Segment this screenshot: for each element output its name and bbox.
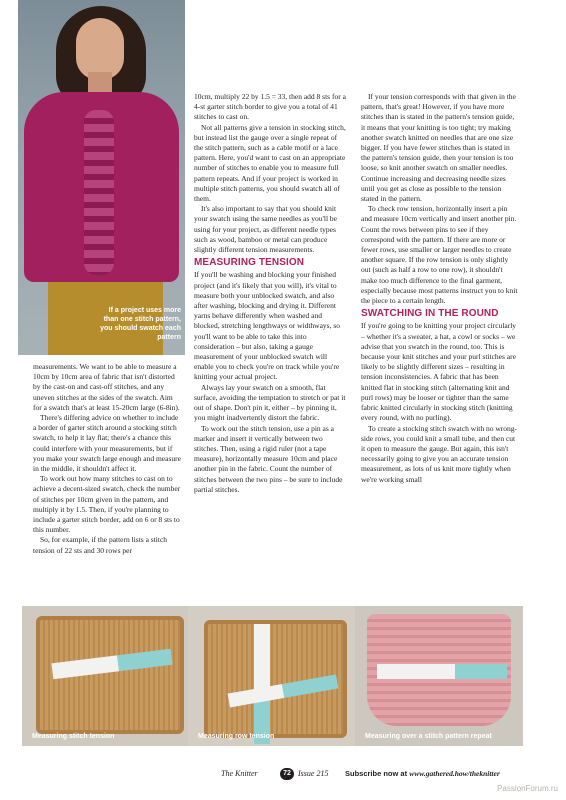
photo-pattern-repeat (355, 606, 523, 746)
hero-caption: If a project uses more than one stitch pattern, you should swatch each pattern (100, 307, 181, 341)
col2-para-4: If you'll be washing and blocking your finished project (and it's likely that you will), it's vital to measure both your unblocked swatch, and also after washing, blocking and drying it. Different yarns behave differently when washed and blocked, stretching lengthways or widthways, so you'll want to be able to take this into consideration – but also, taking a gauge measurement of your unblocked swatch will enable you to check you're on track while you're knitting your actual project. (194, 270, 341, 382)
vertical-ruler (254, 624, 270, 744)
page-number-badge: 72 (280, 768, 294, 780)
model-face (76, 18, 124, 80)
col1-para-1: measurements. We want to be able to measure a 10cm by 10cm area of fabric that isn't distorted by the cast-on and cast-off stitches, and any uneven stitches at the sides of the swatch. Aim for a swatch that's at least 15-20cm large (6-8in). (33, 362, 180, 412)
col2-para-2: Not all patterns give a tension in stocking stitch, but instead list the gauge over a single repeat of the stitch pattern, such as a cable motif or a lace pattern. Here, you'd want to cast on an appropriate number of stitches to enable you to measure full pattern repeats. And if your project is worked in multiple stitch patterns, you should swatch all of them. (194, 122, 346, 204)
hero-photo (18, 0, 185, 355)
section-heading-swatching-in-the-round: SWATCHING IN THE ROUND (361, 308, 499, 320)
col3-para-4: To create a stocking stitch swatch with no wrong-side rows, you could knit a small tube, and then cut it open to measure the gauge. But again, this isn't necessarily going to give you an accurate tension measurement, as lots of us knit more tightly when we're working small (361, 423, 518, 484)
watermark: PassionForum.ru (497, 784, 558, 793)
photo-caption: Measuring row tension (198, 733, 275, 740)
column-2 (194, 92, 346, 495)
col3-para-3: If you're going to be knitting your project circularly – whether it's a sweater, a hat, a cowl or socks – we advise that you swatch in the round, too. This is because your knit stitches and your purl stitches are likely to be slightly different sizes – resulting in tension inconsistencies. A fabric that has been knitted flat in stocking stitch (alternating knit and purl rows) may be looser or tighter than the same fabric knitted circularly in stocking stitch (knitting every round, with no purling). (361, 321, 517, 423)
col2-para-1: 10cm, multiply 22 by 1.5 = 33, then add 8 sts for a 4-st garter stitch border to give you a total of 41 stitches to cast on. (194, 92, 346, 122)
column-1 (33, 362, 183, 556)
issue-number: Issue 215 (298, 769, 329, 778)
subscribe-link[interactable]: www.gathered.how/theknitter (409, 769, 500, 778)
col2-para-6: To work out the stitch tension, use a pin as a marker and insert it vertically between two stitches. Then, using a rigid ruler (not a tape measure), horizontally measure 10cm and place another pin in the fabric. Count the number of stitches between the two pins – be sure to include partial stitches. (194, 423, 343, 494)
col3-para-2: To check row tension, horizontally insert a pin and measure 10cm vertically and insert another pin. Count the rows between pins to see if they correspond with the pattern. If there are more or fewer rows, use smaller or larger needles to create another square. If the row tension is only slightly out (such as half a row to one row), it shouldn't make too much difference to the final garment, especially because most patterns instruct you to knit the piece to a certain length. (361, 204, 518, 306)
photo-row-tension (188, 606, 356, 746)
photo-caption: Measuring over a stitch pattern repeat (365, 733, 492, 740)
page-footer (0, 767, 566, 781)
col1-para-2: There's differing advice on whether to include a border of garter stitch around a stocking stitch swatch, to help it lay flat; there's a chance this could interfere with your measurements, but if you make your swatch large enough and measure in the middle, it shouldn't affect it. (33, 413, 181, 474)
col2-para-3: It's also important to say that you should knit your swatch using the same needles as you'll be using for your project, as different needle types such as wood, bamboo or metal can produce slightly different tension measurements. (194, 204, 337, 255)
ruler (377, 664, 507, 679)
photo-stitch-tension (22, 606, 190, 746)
col3-para-1: If your tension corresponds with that given in the pattern, that's great! However, if you have more stitches than is stated in the pattern's tension guide, it means that your knitting is too tight; try making another swatch knitted on needles that are one size bigger. If you have fewer stitches than is stated in the pattern's tension guide, then your tension is too loose, so knit another swatch on smaller needles. Continue increasing and decreasing needle sizes until you get as close as possible to the tension stated in the pattern. (361, 92, 516, 204)
col1-para-3: To work out how many stitches to cast on to achieve a decent-sized swatch, check the number of stitches per 10cm given in the pattern, and multiply it by 1.5. Then, if you're planning to include a garter stitch border, add on 6 or 8 sts to this number. (33, 474, 181, 535)
subscribe-prefix: Subscribe now at (345, 769, 410, 778)
magazine-name: The Knitter (221, 769, 258, 778)
section-heading-measuring-tension: MEASURING TENSION (194, 257, 305, 269)
column-3 (361, 92, 519, 485)
lace-panel (84, 110, 114, 275)
col1-para-4: So, for example, if the pattern lists a stitch tension of 22 sts and 30 rows per (33, 535, 168, 555)
col2-para-5: Always lay your swatch on a smooth, flat surface, avoiding the temptation to stretch or pat it out of shape. Don't pin it, either – by pinning it, you might inadvertently distort the fabric. (194, 382, 346, 423)
subscribe-line (345, 769, 500, 778)
photo-caption: Measuring stitch tension (32, 733, 115, 740)
